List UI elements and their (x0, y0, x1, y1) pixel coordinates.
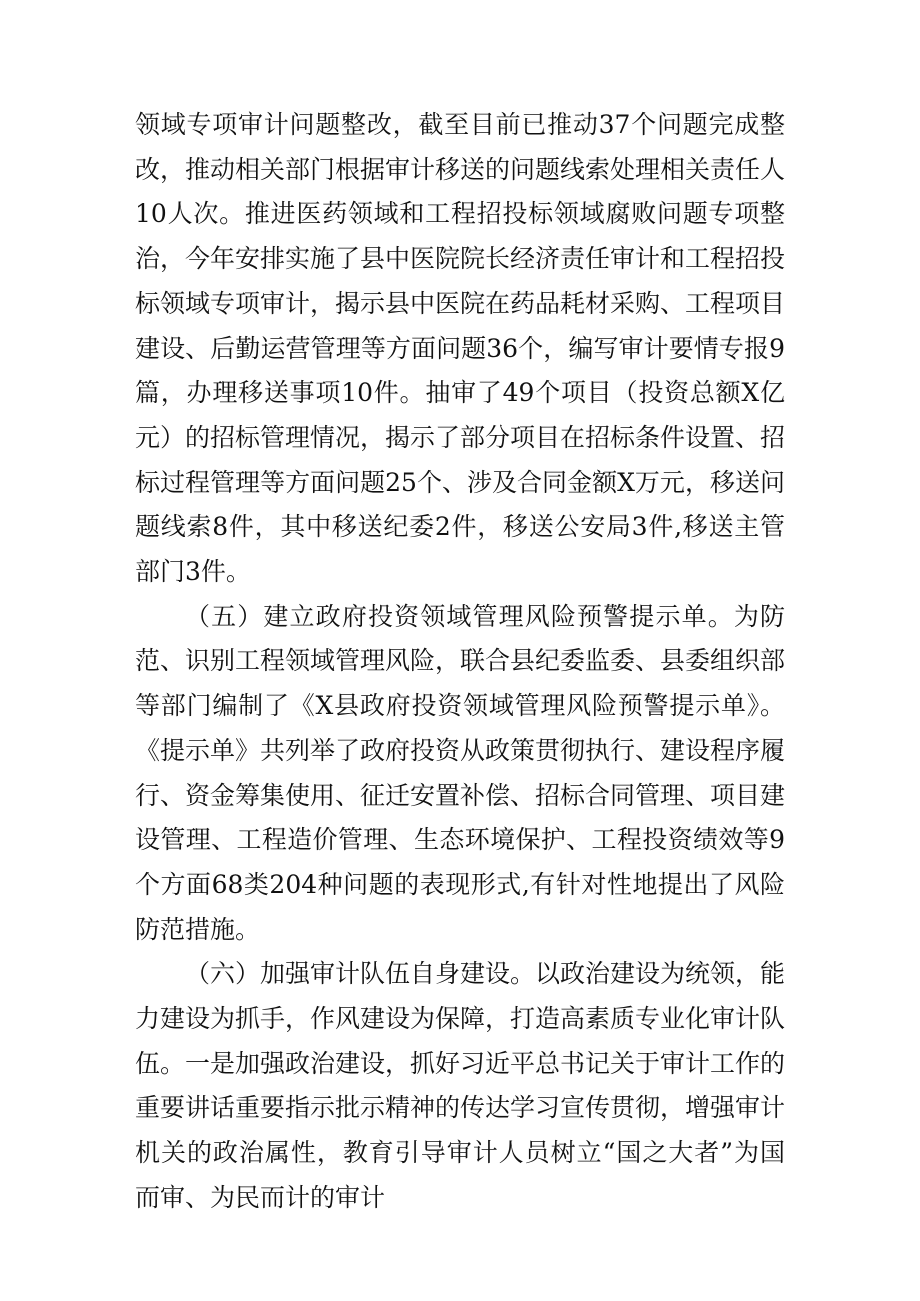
paragraph-risk-warning-list: （五）建立政府投资领域管理风险预警提示单。为防范、识别工程领域管理风险，联合县纪委监委、县委组织部等部门编制了《X县政府投资领域管理风险预警提示单》。《提示单》共列举了政府投资从政策贯彻执行、建设程序履行、资金筹集使用、征迁安置补偿、招标合同管理、项目建设管理、工程造价管理、生态环境保护、工程投资绩效等9个方面68类204种问题的表现形式,有针对性地提出了风险防范措施。 (135, 601, 786, 944)
body-text (135, 103, 785, 1221)
paragraph-audit-rectification: 领域专项审计问题整改，截至目前已推动37个问题完成整改，推动相关部门根据审计移送的问题线索处理相关责任人10人次。推进医药领域和工程招投标领域腐败问题专项整治，今年安排实施了县中医院院长经济责任审计和工程招投标领域专项审计，揭示县中医院在药品耗材采购、工程项目建设、后勤运营管理等方面问题36个，编写审计要情专报9篇，办理移送事项10件。抽审了49个项目（投资总额X亿元）的招标管理情况，揭示了部分项目在招标条件设置、招标过程管理等方面问题25个、涉及合同金额X万元，移送问题线索8件，其中移送纪委2件，移送公安局3件,移送主管部门3件。 (135, 110, 786, 587)
paragraph-team-building: （六）加强审计队伍自身建设。以政治建设为统领，能力建设为抓手，作风建设为保障，打造高素质专业化审计队伍。一是加强政治建设，抓好习近平总书记关于审计工作的重要讲话重要指示批示精神的传达学习宣传贯彻，增强审计机关的政治属性，教育引导审计人员树立“国之大者”为国而审、为民而计的审计 (135, 959, 786, 1212)
